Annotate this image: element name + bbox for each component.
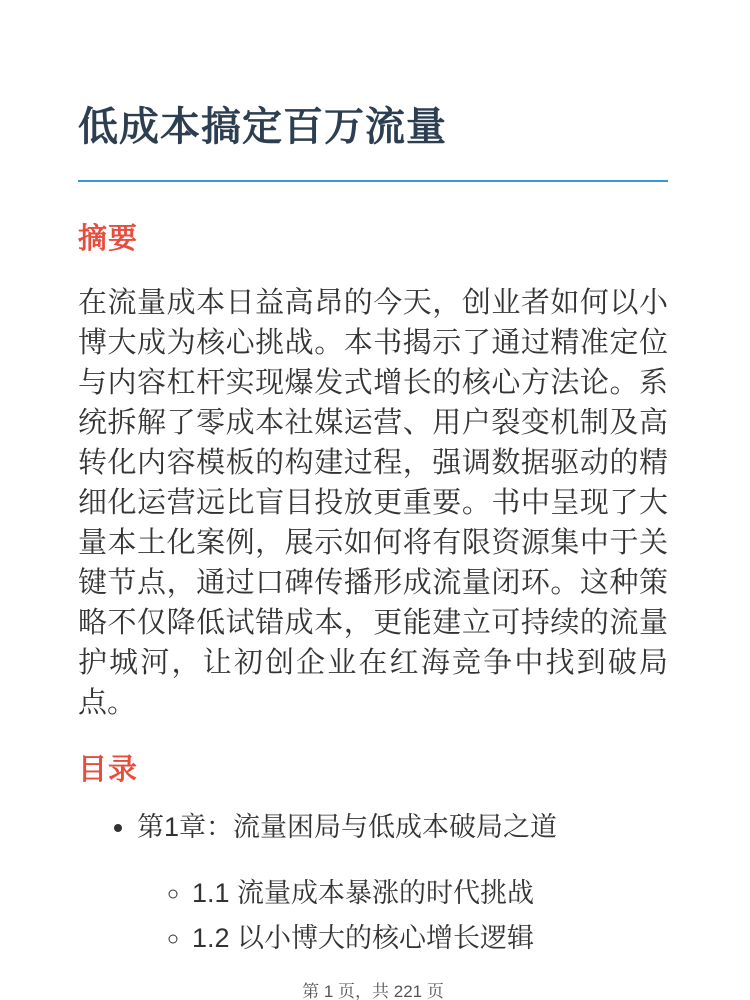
toc-chapter-item: [137, 810, 668, 955]
toc-heading: 目录: [78, 753, 139, 786]
toc-subsection-list: [137, 876, 668, 955]
toc-list: [78, 810, 668, 955]
abstract-text: 在流量成本日益高昂的今天，创业者如何以小博大成为核心挑战。本书揭示了通过精准定位与内容杠杆实现爆发式增长的核心方法论。系统拆解了零成本社媒运营、用户裂变机制及高转化内容模板的构建过程，强调数据驱动的精细化运营远比盲目投放更重要。书中呈现了大量本土化案例，展示如何将有限资源集中于关键节点，通过口碑传播形成流量闭环。这种策略不仅降低试错成本，更能建立可持续的流量护城河，让初创企业在红海竞争中找到破局点。: [78, 286, 668, 719]
abstract-heading: 摘要: [78, 223, 139, 255]
toc-subsection-item: ◦ 1.1 流量成本暴涨的时代挑战: [192, 876, 668, 910]
toc-subsection-item: ◦ 1.2 以小博大的核心增长逻辑: [192, 921, 668, 955]
title-divider: [78, 180, 668, 182]
document-title: 低成本搞定百万流量: [78, 105, 447, 149]
toc-chapter-label: 第1章：流量困局与低成本破局之道: [137, 811, 558, 842]
page-footer: 第 1 页，共 221 页: [302, 981, 444, 1000]
